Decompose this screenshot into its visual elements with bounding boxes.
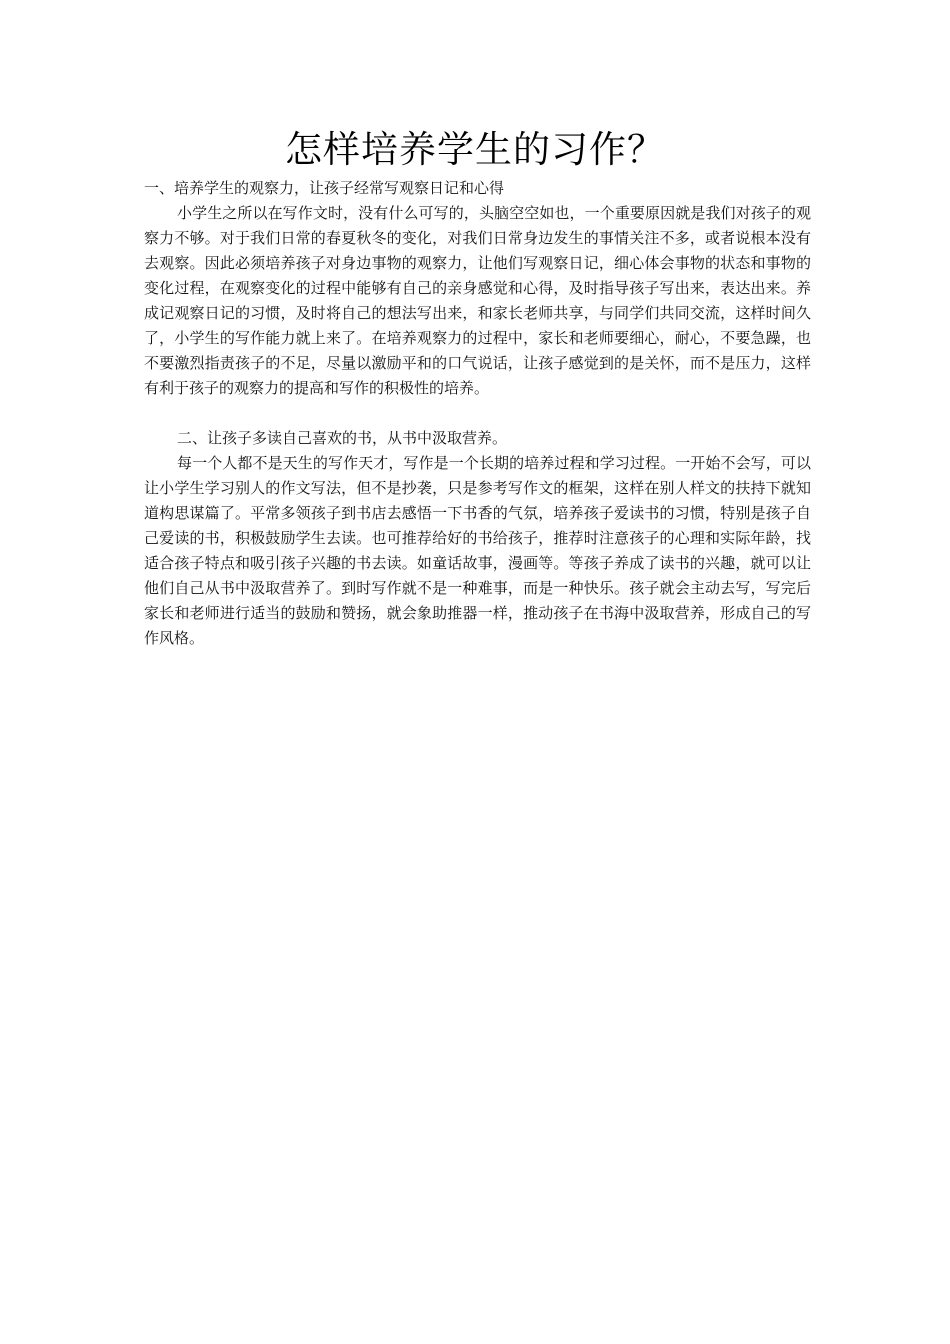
section-2-paragraph: 每一个人都不是天生的写作天才，写作是一个长期的培养过程和学习过程。一开始不会写，可以让小学生学习别人的作文写法，但不是抄袭，只是参考写作文的框架，这样在别人样文的扶持下就知道构思谋篇了。平常多领孩子到书店去感悟一下书香的气氛，培养孩子爱读书的习惯，特别是孩子自己爱读的书，积极鼓励学生去读。也可推荐给好的书给孩子，推荐时注意孩子的心理和实际年龄，找适合孩子特点和吸引孩子兴趣的书去读。如童话故事，漫画等。等孩子养成了读书的兴趣，就可以让他们自己从书中汲取营养了。到时写作就不是一种难事，而是一种快乐。孩子就会主动去写，写完后家长和老师进行适当的鼓励和赞扬，就会象助推器一样，推动孩子在书海中汲取营养，形成自己的写作风格。 (144, 454, 811, 647)
section-1-paragraph: 小学生之所以在写作文时，没有什么可写的，头脑空空如也，一个重要原因就是我们对孩子的观察力不够。对于我们日常的春夏秋冬的变化，对我们日常身边发生的事情关注不多，或者说根本没有去观察。因此必须培养孩子对身边事物的观察力，让他们写观察日记，细心体会事物的状态和事物的变化过程，在观察变化的过程中能够有自己的亲身感觉和心得，及时指导孩子写出来，表达出来。养成记观察日记的习惯，及时将自己的想法写出来，和家长老师共享，与同学们共同交流，这样时间久了，小学生的写作能力就上来了。在培养观察力的过程中，家长和老师要细心，耐心，不要急躁，也不要激烈指责孩子的不足，尽量以激励平和的口气说话，让孩子感觉到的是关怀，而不是压力，这样有利于孩子的观察力的提高和写作的积极性的培养。 (144, 204, 811, 397)
document-title: 怎样培养学生的习作？ (285, 128, 665, 171)
section-2-heading: 二、让孩子多读自己喜欢的书，从书中汲取营养。 (177, 429, 508, 447)
section-spacer (144, 401, 811, 426)
document-body (144, 176, 811, 651)
section-1-heading: 一、培养学生的观察力，让孩子经常写观察日记和心得 (144, 179, 505, 197)
